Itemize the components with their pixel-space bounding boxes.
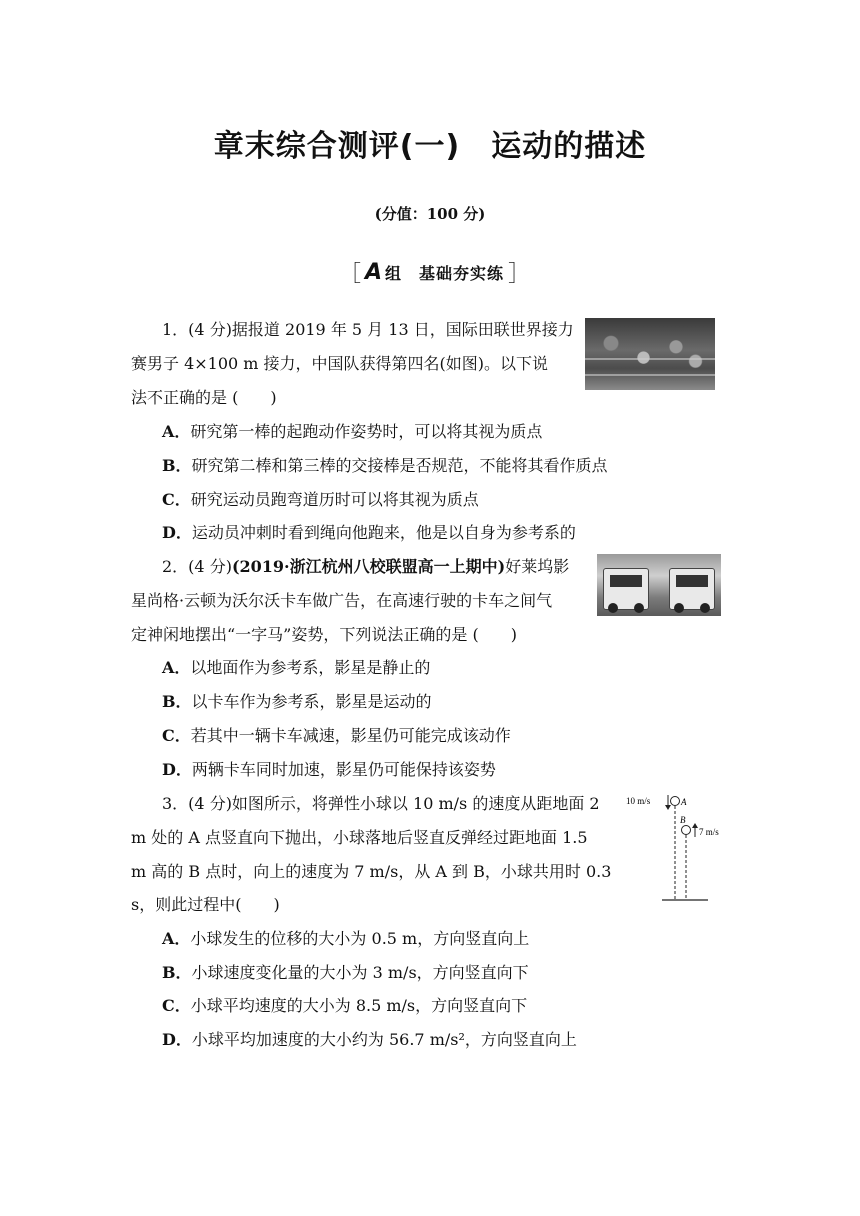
q1-stem-line-3: 法不正确的是 ( ) [131, 388, 277, 407]
q2-option-d: D．两辆卡车同时加速，影星仍可能保持该姿势 [162, 760, 496, 779]
q2-stem-line-1: 2．(4 分)(2019·浙江杭州八校联盟高一上期中)好莱坞影 [162, 557, 570, 576]
bracket-close: ］ [508, 261, 531, 287]
page-title: 章末综合测评(一) 运动的描述 [213, 129, 647, 164]
velocity-b-arrow-head [692, 823, 698, 828]
score-note: (分值：100 分) [374, 205, 486, 223]
q3-stem-line-4: s，则此过程中( ) [131, 895, 280, 914]
q3-stem-line-2: m 处的 A 点竖直向下抛出，小球落地后竖直反弹经过距地面 1.5 [131, 828, 588, 847]
q3-option-d: D．小球平均加速度的大小约为 56.7 m/s²，方向竖直向上 [162, 1030, 577, 1049]
q1-option-d: D．运动员冲刺时看到绳向他跑来，他是以自身为参考系的 [162, 523, 576, 542]
q2-stem-line-3: 定神闲地摆出“一字马”姿势，下列说法正确的是 ( ) [131, 625, 517, 644]
q2-option-a: A．以地面作为参考系，影星是静止的 [162, 658, 431, 677]
q3-stem-line-1: 3．(4 分)如图所示，将弹性小球以 10 m/s 的速度从距地面 2 [162, 794, 600, 813]
q3-option-c: C．小球平均速度的大小为 8.5 m/s，方向竖直向下 [162, 996, 528, 1015]
q2-option-c: C．若其中一辆卡车减速，影星仍可能完成该动作 [162, 726, 511, 745]
relay-race-photo [585, 318, 715, 390]
bracket-open: ［ [339, 261, 362, 287]
trucks-photo [597, 554, 721, 616]
bounce-diagram [620, 790, 740, 910]
group-badge: A [365, 259, 383, 285]
group-title: 组 基础夯实练 [385, 263, 505, 283]
q1-stem-line-2: 赛男子 4×100 m 接力，中国队获得第四名(如图)。以下说 [131, 354, 549, 373]
ball-a [671, 797, 680, 806]
group-banner [339, 257, 530, 287]
q2-stem-line-2: 星尚格·云顿为沃尔沃卡车做广告，在高速行驶的卡车之间气 [131, 591, 553, 610]
point-b-label: B [680, 815, 686, 825]
velocity-a-arrow-head [665, 805, 671, 810]
q3-option-a: A．小球发生的位移的大小为 0.5 m，方向竖直向上 [162, 929, 530, 948]
q1-option-a: A．研究第一棒的起跑动作姿势时，可以将其视为质点 [162, 422, 543, 441]
ball-b [682, 826, 691, 835]
q1-stem-line-1: 1．(4 分)据报道 2019 年 5 月 13 日，国际田联世界接力 [162, 320, 574, 339]
q2-source: (2019·浙江杭州八校联盟高一上期中) [231, 557, 506, 576]
q3-stem-line-3: m 高的 B 点时，向上的速度为 7 m/s，从 A 到 B，小球共用时 0.3 [131, 862, 612, 881]
q1-option-c: C．研究运动员跑弯道历时可以将其视为质点 [162, 490, 479, 509]
point-a-label: A [681, 797, 687, 807]
velocity-b-label: 7 m/s [699, 827, 719, 837]
velocity-a-label: 10 m/s [626, 796, 651, 806]
q2-option-b: B．以卡车作为参考系，影星是运动的 [162, 692, 432, 711]
q3-option-b: B．小球速度变化量的大小为 3 m/s，方向竖直向下 [162, 963, 529, 982]
q1-option-b: B．研究第二棒和第三棒的交接棒是否规范，不能将其看作质点 [162, 456, 608, 475]
